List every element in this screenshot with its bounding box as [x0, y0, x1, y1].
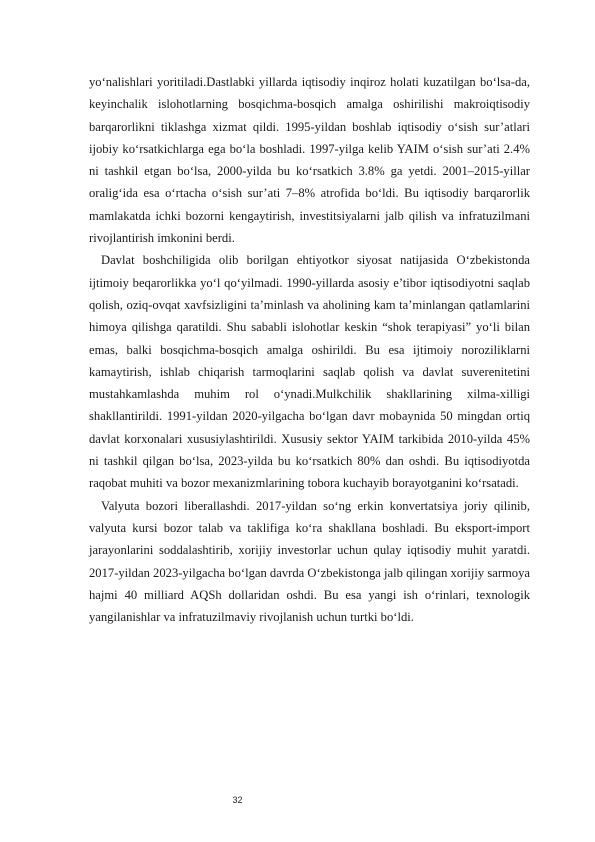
paragraph-1: yo‘nalishlari yoritiladi.Dastlabki yillarda iqtisodiy inqiroz holati kuzatilgan bo‘lsa-da, keyinchalik islohotlarning bosqichma-bosqich amalga oshirilishi makroiqtisodiy barqarorlikni tiklashga xizmat qildi. 1995-yildan boshlab iqtisodiy o‘sish sur’atlari ijobiy ko‘rsatkichlarga ega bo‘la boshladi. 1997-yilga kelib YAIM o‘sish sur’ati 2.4% ni tashkil etgan bo‘lsa, 2000-yilda bu ko‘rsatkich 3.8% ga yetdi. 2001–2015-yillar oralig‘ida esa o‘rtacha o‘sish sur’ati 7–8% atrofida bo‘ldi. Bu iqtisodiy barqarorlik mamlakatda ichki bozorni kengaytirish, investitsiyalarni jalb qilish va infratuzilmani rivojlantirish imkonini berdi. — [89, 75, 530, 246]
paragraph-3: Valyuta bozori liberallashdi. 2017-yildan so‘ng erkin konvertatsiya joriy qilinib, valyuta kursi bozor talab va taklifiga ko‘ra shakllana boshladi. Bu eksport-import jarayonlarini soddalashtirib, xorijiy investorlar uchun qulay iqtisodiy muhit yaratdi. 2017-yildan 2023-yilgacha bo‘lgan davrda O‘zbekistonga jalb qilingan xorijiy sarmoya hajmi 40 milliard AQSh dollaridan oshdi. Bu esa yangi ish o‘rinlari, texnologik yangilanishlar va infratuzilmaviy rivojlanish uchun turtki bo‘ldi. — [89, 498, 530, 625]
page-number: 32 — [232, 795, 243, 805]
body-text — [89, 71, 530, 628]
paragraph-2: Davlat boshchiligida olib borilgan ehtiyotkor siyosat natijasida O‘zbekistonda ijtimoiy beqarorlikka yo‘l qo‘yilmadi. 1990-yillarda asosiy e’tibor iqtisodiyotni saqlab qolish, oziq-ovqat xavfsizligini ta’minlash va aholining kam ta’minlangan qatlamlarini himoya qilishga qaratildi. Shu sababli islohotlar keskin “shok terapiyasi” yo‘li bilan emas, balki bosqichma-bosqich amalga oshirildi. Bu esa ijtimoiy noroziliklarni kamaytirish, ishlab chiqarish tarmoqlarini saqlab qolish va davlat suverenitetini mustahkamlashda muhim rol o‘ynadi.Mulkchilik shakllarining xilma-xilligi shakllantirildi. 1991-yildan 2020-yilgacha bo‘lgan davr mobaynida 50 mingdan ortiq davlat korxonalari xususiylashtirildi. Xususiy sektor YAIM tarkibida 2010-yilda 45% ni tashkil qilgan bo‘lsa, 2023-yilda bu ko‘rsatkich 80% dan oshdi. Bu iqtisodiyotda raqobat muhiti va bozor mexanizmlarining tobora kuchayib borayotganini ko‘rsatadi. — [89, 253, 530, 491]
